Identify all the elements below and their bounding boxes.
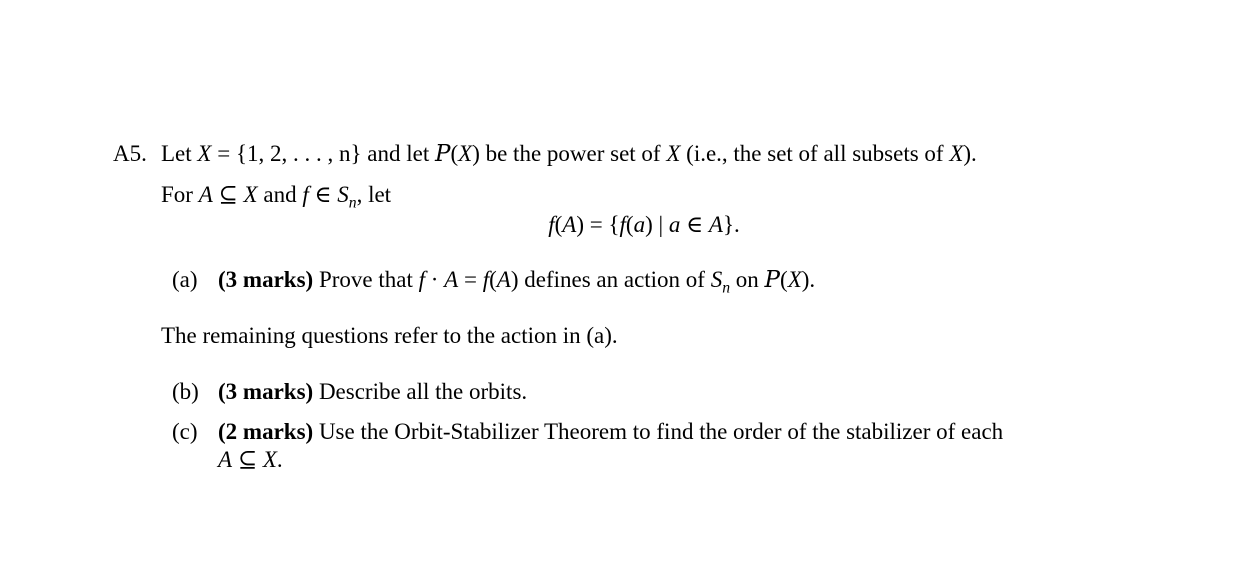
item-a-label: (a) bbox=[172, 267, 198, 292]
problem-intro-line-2-text: For A ⊆ X and f ∈ $S_n$, let bbox=[161, 182, 392, 212]
item-b bbox=[172, 377, 527, 407]
item-c-label: (c) bbox=[172, 419, 198, 444]
displayed-equation bbox=[161, 210, 1127, 240]
item-c-line-1-text: (2 marks) Use the Orbit-Stabilizer Theorem to find the order of the stabilizer of each bbox=[218, 419, 1004, 444]
item-a bbox=[172, 265, 815, 295]
item-b-text: (3 marks) Describe all the orbits. bbox=[218, 379, 528, 404]
equation-text: f(A) = {f(a) | a ∈ A}. bbox=[548, 212, 740, 237]
note-text: The remaining questions refer to the action in (a). bbox=[161, 323, 618, 348]
item-c-line-2 bbox=[218, 445, 283, 475]
note-paragraph bbox=[161, 321, 618, 351]
item-c-line-1 bbox=[172, 417, 1003, 447]
problem-statement-line-1 bbox=[113, 139, 977, 169]
problem-intro-line-1-text: Let X = {1, 2, . . . , n} and let P(X) be the power set of X (i.e., the set of all subsets of X). bbox=[161, 141, 977, 167]
problem-statement-line-2 bbox=[161, 180, 391, 210]
item-c-line-2-text: A ⊆ X. bbox=[218, 447, 283, 472]
item-b-label: (b) bbox=[172, 379, 199, 404]
problem-number: A5. bbox=[113, 141, 147, 166]
item-a-text: (3 marks) Prove that f · A = f(A) defines an action of $S_n$ on P(X). bbox=[218, 267, 816, 297]
